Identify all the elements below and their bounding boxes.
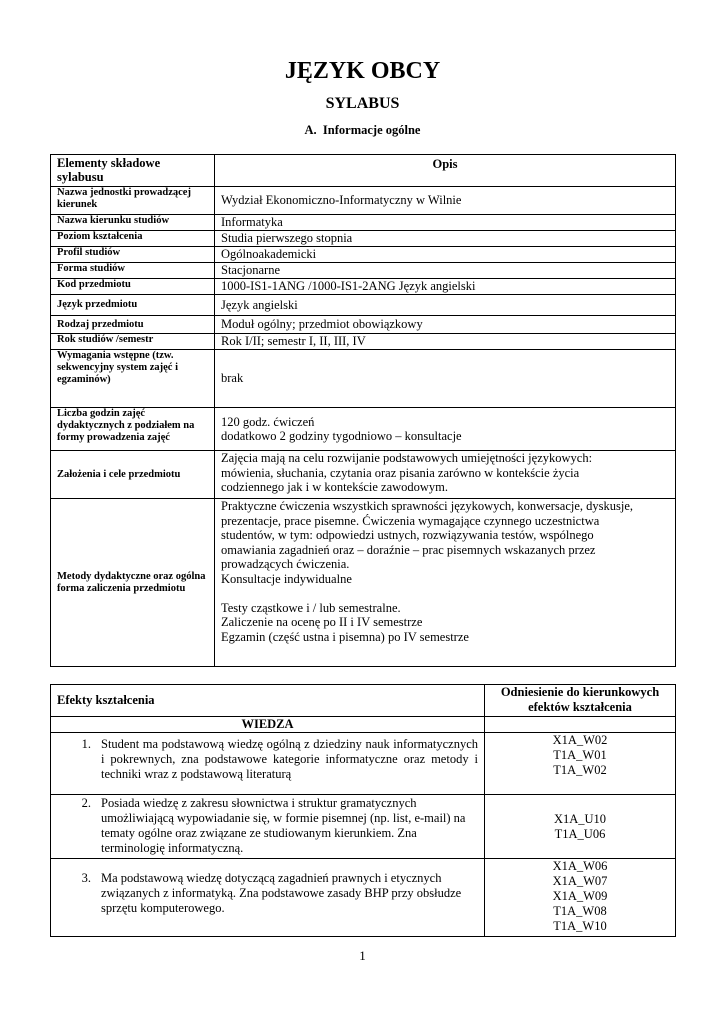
outcome-codes xyxy=(485,733,676,795)
value-line: Testy cząstkowe i / lub semestralne. xyxy=(221,600,401,615)
outcome-row xyxy=(51,859,676,937)
outcome-description xyxy=(51,795,485,859)
info-row-label: Rodzaj przedmiotu xyxy=(51,316,215,334)
info-row xyxy=(51,263,676,279)
outcome-code: T1A_W02 xyxy=(553,763,607,777)
empty-cell xyxy=(485,717,676,733)
outcome-text: Posiada wiedzę z zakresu słownictwa i struktur gramatycznych umożliwiającą wypowiadanie się, w formie pisemnej (np. list, e-mail) na tematy ogólne oraz związane ze studiowanym kierunkiem. Zna terminologię informatyczną. xyxy=(101,796,466,855)
info-row xyxy=(51,231,676,247)
info-table-header xyxy=(51,155,676,187)
info-row-value xyxy=(215,499,676,667)
info-row xyxy=(51,334,676,350)
section-heading xyxy=(0,123,725,138)
info-row-label: Język przedmiotu xyxy=(51,295,215,316)
info-row xyxy=(51,451,676,499)
value-line: Egzamin (część ustna i pisemna) po IV semestrze xyxy=(221,629,469,644)
outcome-code: T1A_W10 xyxy=(553,919,607,933)
info-row-label: Profil studiów xyxy=(51,247,215,263)
info-row-value: Stacjonarne xyxy=(215,263,676,279)
value-line xyxy=(221,586,669,601)
outcome-description xyxy=(51,733,485,795)
info-row-value: 1000-IS1-1ANG /1000-IS1-2ANG Język angielski xyxy=(215,279,676,295)
info-row-value: Ogólnoakademicki xyxy=(215,247,676,263)
outcome-code: T1A_U06 xyxy=(554,826,606,841)
info-header-elements: Elementy składowe sylabusu xyxy=(51,155,215,187)
outcome-code: X1A_W09 xyxy=(552,889,608,903)
outcome-code: T1A_W08 xyxy=(553,904,607,918)
info-header-description: Opis xyxy=(215,155,676,187)
value-line: studentów, w tym: odpowiedzi ustnych, rozwiązywania testów, wspólnego xyxy=(221,528,594,542)
info-row xyxy=(51,279,676,295)
info-row-value: Informatyka xyxy=(215,215,676,231)
value-line: codziennego jak i w kontekście zawodowym. xyxy=(221,480,449,494)
info-row-label: Wymagania wstępne (tzw. sekwencyjny system zajęć i egzaminów) xyxy=(51,350,215,408)
outcome-row xyxy=(51,795,676,859)
info-row-label: Poziom kształcenia xyxy=(51,231,215,247)
info-row-label: Nazwa jednostki prowadzącej kierunek xyxy=(51,187,215,215)
info-row xyxy=(51,350,676,408)
outcomes-table-header xyxy=(51,685,676,717)
value-line: dodatkowo 2 godziny tygodniowo – konsultacje xyxy=(221,429,462,443)
info-row-value: Wydział Ekonomiczno-Informatyczny w Wilnie xyxy=(215,187,676,215)
outcome-text: Ma podstawową wiedzę dotyczącą zagadnień prawnych i etycznych związanych z informatyką. Zna podstawowe zasady BHP przy obsłudze sprzętu komputerowego. xyxy=(101,871,462,915)
value-line: omawiania zagadnień oraz – doraźnie – prac pisemnych wskazanych przez xyxy=(221,542,596,557)
outcome-row xyxy=(51,733,676,795)
outcome-number: 2. xyxy=(81,796,91,810)
outcomes-section-row xyxy=(51,717,676,733)
info-row-label: Metody dydaktyczne oraz ogólna forma zaliczenia przedmiotu xyxy=(51,499,215,667)
outcome-number: 1. xyxy=(81,737,91,751)
info-row-label: Kod przedmiotu xyxy=(51,279,215,295)
info-row xyxy=(51,215,676,231)
value-line: prezentacje, prace pisemne. Ćwiczenia wymagające czynnego uczestnictwa xyxy=(221,513,600,528)
outcome-code: X1A_W07 xyxy=(552,874,608,888)
info-row xyxy=(51,247,676,263)
value-line: Zaliczenie na ocenę po II i IV semestrze xyxy=(221,615,423,629)
info-row-value xyxy=(215,408,676,451)
value-line: Konsultacje indywidualne xyxy=(221,571,352,586)
outcome-codes xyxy=(485,859,676,937)
document-subtitle: SYLABUS xyxy=(325,95,400,112)
learning-outcomes-table xyxy=(50,684,676,937)
info-row-label: Liczba godzin zajęć dydaktycznych z podziałem na formy prowadzenia zajęć xyxy=(51,408,215,451)
outcome-description xyxy=(51,859,485,937)
outcome-code: T1A_W01 xyxy=(553,748,607,762)
info-row-value xyxy=(215,451,676,499)
info-row-label: Rok studiów /semestr xyxy=(51,334,215,350)
section-number: A. xyxy=(304,123,317,137)
info-row-label: Założenia i cele przedmiotu xyxy=(51,451,215,499)
section-title: Informacje ogólne xyxy=(322,123,421,137)
outcome-codes xyxy=(485,795,676,859)
knowledge-section-label: WIEDZA xyxy=(51,717,485,733)
page-number: 1 xyxy=(359,948,366,963)
value-line: Zajęcia mają na celu rozwijanie podstawowych umiejętności językowych: xyxy=(221,451,593,465)
info-row-value: brak xyxy=(215,350,676,408)
outcome-code: X1A_U10 xyxy=(553,811,607,826)
info-row xyxy=(51,316,676,334)
outcome-text: Student ma podstawową wiedzę ogólną z dziedziny nauk informatycznych i pokrewnych, zna podstawowe kategorie informatyczne oraz metody i techniki wraz z podstawową literaturą xyxy=(101,737,478,781)
document-title: JĘZYK OBCY xyxy=(284,58,441,84)
info-row-label: Forma studiów xyxy=(51,263,215,279)
info-row-value: Język angielski xyxy=(215,295,676,316)
value-line: Praktyczne ćwiczenia wszystkich sprawności językowych, konwersacje, dyskusje, xyxy=(221,499,634,513)
value-line: prowadzących ćwiczenia. xyxy=(221,557,350,571)
value-line: mówienia, słuchania, czytania oraz pisania zarówno w kontekście życia xyxy=(221,465,580,480)
outcome-number: 3. xyxy=(81,871,91,885)
info-row-label: Nazwa kierunku studiów xyxy=(51,215,215,231)
info-row xyxy=(51,408,676,451)
info-row-value: Studia pierwszego stopnia xyxy=(215,231,676,247)
info-row xyxy=(51,187,676,215)
value-line: 120 godz. ćwiczeń xyxy=(221,414,315,429)
general-info-table xyxy=(50,154,676,667)
outcomes-header-reference: Odniesienie do kierunkowych efektów kształcenia xyxy=(485,685,676,717)
info-row xyxy=(51,295,676,316)
info-row-value: Moduł ogólny; przedmiot obowiązkowy xyxy=(215,316,676,334)
outcomes-header-effects: Efekty kształcenia xyxy=(51,685,485,717)
info-row-value: Rok I/II; semestr I, II, III, IV xyxy=(215,334,676,350)
outcome-code: X1A_W06 xyxy=(552,859,608,873)
outcome-code: X1A_W02 xyxy=(552,733,608,747)
info-row xyxy=(51,499,676,667)
